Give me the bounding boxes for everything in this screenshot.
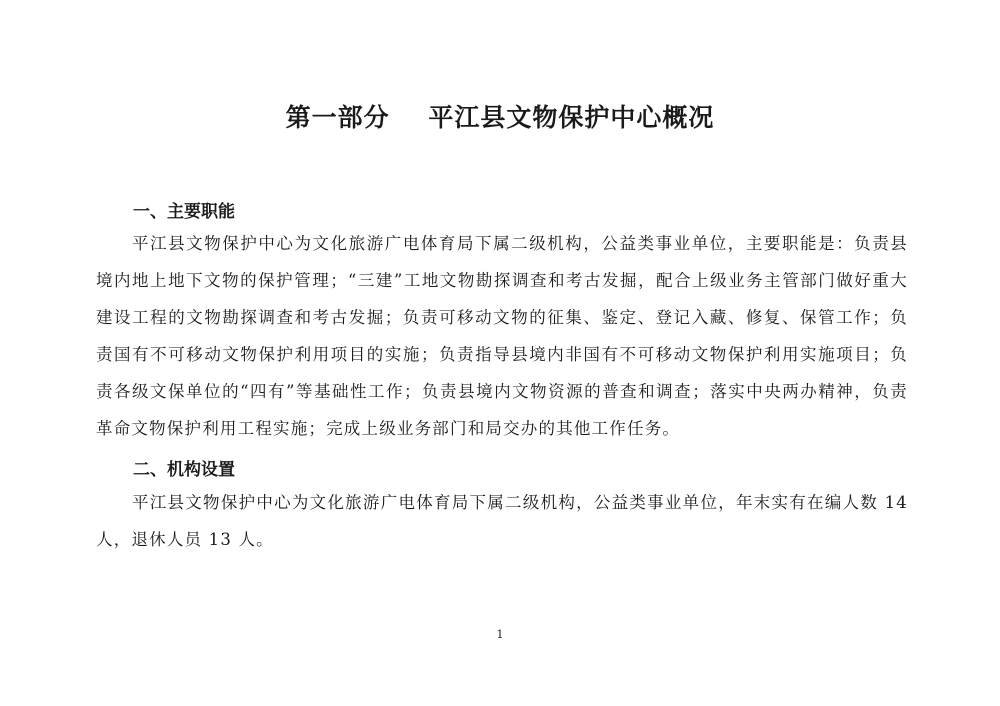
section-heading-organization: 二、机构设置 [133,460,235,480]
page-number: 1 [496,628,504,641]
page-title: 第一部分 平江县文物保护中心概况 [285,103,715,132]
section-heading-main-functions: 一、主要职能 [133,202,235,222]
section-body-organization: 平江县文物保护中心为文化旅游广电体育局下属二级机构，公益类事业单位，年末实有在编人数 14 人，退休人员 13 人。 [96,493,908,549]
section-body-main-functions: 平江县文物保护中心为文化旅游广电体育局下属二级机构，公益类事业单位，主要职能是：负责县境内地上地下文物的保护管理；“三建”工地文物勘探调查和考古发掘，配合上级业务主管部门做好重大建设工程的文物勘探调查和考古发掘；负责可移动文物的征集、鉴定、登记入藏、修复、保管工作；负责国有不可移动文物保护利用项目的实施；负责指导县境内非国有不可移动文物保护利用实施项目；负责各级文保单位的“四有”等基础性工作；负责县境内文物资源的普查和调查；落实中央两办精神，负责革命文物保护利用工程实施；完成上级业务部门和局交办的其他工作任务。 [96,234,908,438]
